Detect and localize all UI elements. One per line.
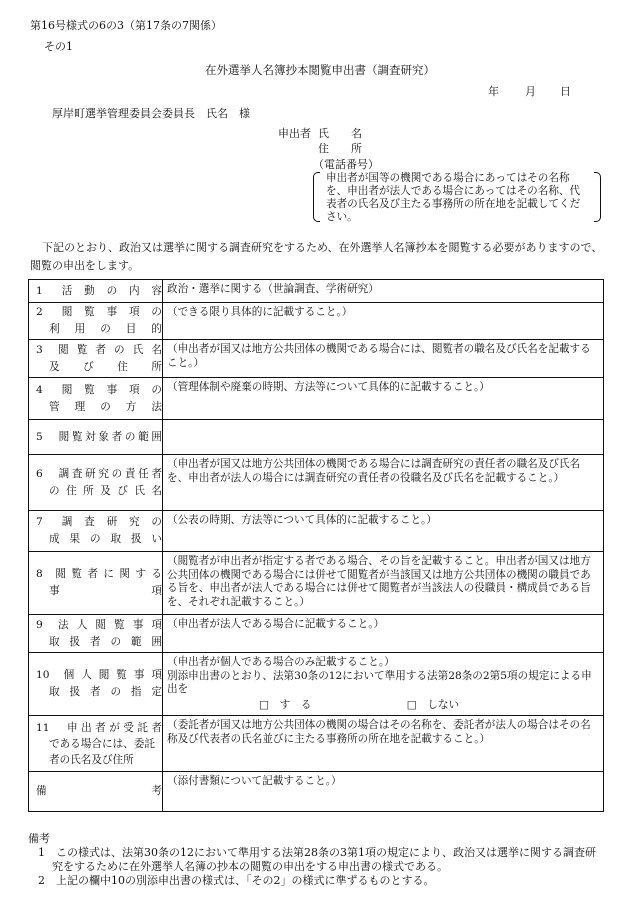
table-row bbox=[29, 511, 604, 552]
form-number: 第16号様式の6の3（第17条の7関係） bbox=[30, 19, 222, 32]
table-row bbox=[29, 340, 604, 378]
table-row bbox=[29, 378, 604, 420]
remarks-item: 1 この様式は、法第30条の12において準用する法第28条の3第1項の規定により、政治又は選挙に関する調査研究をするために在外選挙人名簿の抄本の閲覧の申出をする申出書の様式である。 bbox=[38, 846, 596, 873]
row-value-field[interactable] bbox=[163, 420, 604, 455]
applicant-label: 申出者 bbox=[278, 127, 311, 140]
remarks-item: 2 上記の欄中10の別添申出書の様式は、「その2」の様式に準ずるものとする。 bbox=[38, 874, 435, 887]
notice-bracket-right bbox=[594, 172, 601, 222]
table-row bbox=[29, 615, 604, 653]
remarks-heading: 備考 bbox=[28, 832, 50, 845]
row-label-line: 事 項 bbox=[49, 585, 162, 597]
date-day: 日 bbox=[560, 85, 571, 98]
row-label-line: 7 調 査 研 究 の bbox=[36, 516, 162, 528]
row-label bbox=[29, 615, 163, 653]
date-month: 月 bbox=[525, 85, 536, 98]
row-value-field[interactable] bbox=[163, 340, 604, 378]
row-value-text: （申出者が法人である場合に記載すること。） bbox=[167, 618, 385, 630]
row-label bbox=[29, 280, 163, 303]
row-label bbox=[29, 378, 163, 420]
row-value-field[interactable] bbox=[163, 552, 604, 615]
row-value-field[interactable] bbox=[163, 303, 604, 340]
row-value-field[interactable] bbox=[163, 378, 604, 420]
row-value-field[interactable] bbox=[163, 772, 604, 812]
row-label-line: 管 理 の 方 法 bbox=[49, 400, 162, 413]
row-value-text: （閲覧者が申出者が指定する者である場合、その旨を記載すること。申出者が国又は地方公共団体の機関である場合には併せて閲覧者が当該国又は地方公共団体の機関の職員である旨を、申出者が法人である場合には併せて閲覧者が当該法人の役職員・構成員である旨を、それぞれ記載すること。） bbox=[167, 555, 591, 608]
row-value-text: （申出者が国又は地方公共団体の機関である場合には、閲覧者の職名及び氏名を記載すること。） bbox=[167, 343, 591, 369]
table-row bbox=[29, 772, 604, 812]
row-label-line: 8 閲 覧 者 に 関 す る bbox=[36, 568, 162, 580]
row-label-line: 10 個 人 閲 覧 事 項 bbox=[36, 669, 162, 681]
table-row bbox=[29, 653, 604, 716]
row-label-line: 11 申出者が受託者 bbox=[36, 721, 162, 734]
row-value-field[interactable] bbox=[163, 653, 604, 716]
form-part: その1 bbox=[44, 40, 73, 53]
row-label-line: 及 び 住 所 bbox=[49, 360, 162, 373]
row-label bbox=[29, 303, 163, 340]
applicant-name-label: 氏 名 bbox=[318, 127, 362, 140]
row-value-text: （公表の時期、方法等について具体的に記載すること。） bbox=[167, 514, 437, 526]
date-year: 年 bbox=[488, 85, 499, 98]
applicant-phone-label: （電話番号） bbox=[313, 158, 379, 171]
row-label-line: 5 閲覧対象者の範囲 bbox=[36, 430, 162, 443]
row-label-line: 2 閲 覧 事 項 の bbox=[36, 306, 162, 318]
row-label bbox=[29, 340, 163, 378]
applicant-address-label: 住 所 bbox=[318, 142, 362, 155]
row-label bbox=[29, 455, 163, 511]
row-label-line: 備 考 bbox=[36, 785, 162, 797]
table-row bbox=[29, 420, 604, 455]
row-value-field[interactable] bbox=[163, 280, 604, 303]
row-value-field[interactable] bbox=[163, 716, 604, 772]
table-row bbox=[29, 280, 604, 303]
notice-bracket-left bbox=[313, 172, 320, 222]
row-label bbox=[29, 772, 163, 812]
row-label-line: 取 扱 者 の 指 定 bbox=[49, 686, 162, 698]
row-value-text: （申出者が個人である場合のみ記載すること。） 別添申出書のとおり、法第30条の12において準用する法第28条の2第5項の規定による申出を bbox=[167, 656, 592, 695]
row-label-line: 9 法 人 閲 覧 事 項 bbox=[36, 618, 162, 631]
row-label-line: 1 活 動 の 内 容 bbox=[36, 284, 162, 297]
row-label bbox=[29, 511, 163, 552]
table-row bbox=[29, 455, 604, 511]
row-value-text: （できる限り具体的に記載すること。） bbox=[167, 306, 353, 318]
choice-no-checkbox[interactable]: □ しない bbox=[406, 698, 460, 711]
row-value-text: （管理体制や廃棄の時期、方法等について具体的に記載すること。） bbox=[167, 381, 490, 393]
row-label-line: の住所及び氏名 bbox=[49, 484, 162, 497]
row-value-text: （添付書類について記載すること。） bbox=[167, 775, 342, 787]
row-label bbox=[29, 653, 163, 716]
row-label-line: 4 閲 覧 事 項 の bbox=[36, 383, 162, 396]
table-row bbox=[29, 303, 604, 340]
row-value-field[interactable] bbox=[163, 511, 604, 552]
row-value-field[interactable] bbox=[163, 615, 604, 653]
choice-yes-checkbox[interactable]: □ す る bbox=[259, 698, 312, 711]
row-label-line: 利 用 の 目 的 bbox=[49, 323, 162, 335]
table-row bbox=[29, 552, 604, 615]
row-label bbox=[29, 420, 163, 455]
row-label bbox=[29, 552, 163, 615]
remarks bbox=[28, 832, 603, 888]
application-form-table bbox=[28, 279, 604, 812]
row-value-text: （委託者が国又は地方公共団体の機関の場合はその名称を、委託者が法人の場合はその名称及び代表者の氏名並びに主たる事務所の所在地を記載すること。） bbox=[167, 719, 591, 745]
row-value-text: 政治・選挙に関する（世論調査、学術研究） bbox=[167, 283, 379, 295]
row-label-line: 成 果 の 取 扱 い bbox=[49, 533, 162, 545]
row-label-line: 取 扱 者 の 範 囲 bbox=[49, 635, 162, 648]
row-label-line: 6 調査研究の責任者 bbox=[36, 467, 162, 480]
row-label bbox=[29, 716, 163, 772]
row-value-text: （申出者が国又は地方公共団体の機関である場合には調査研究の責任者の職名及び氏名を、申出者が法人の場合には調査研究の責任者の役職名及び氏名を記載すること。） bbox=[167, 458, 581, 484]
table-row bbox=[29, 716, 604, 772]
applicant-notice bbox=[313, 172, 601, 222]
addressee: 厚岸町選挙管理委員会委員長 氏名 様 bbox=[52, 107, 250, 120]
notice-text: 申出者が国等の機関である場合にあってはその名称を、申出者が法人である場合にあってはその名称、代表者の氏名及び主たる事務所の所在地を記載してください。 bbox=[326, 172, 581, 223]
row-label-line: である場合には、委託者の氏名及び住所 bbox=[49, 737, 155, 766]
row-value-field[interactable] bbox=[163, 455, 604, 511]
proxy-designation-choices bbox=[167, 699, 599, 713]
page-title: 在外選挙人名簿抄本閲覧申出書（調査研究） bbox=[205, 63, 435, 77]
intro-text: 下記のとおり、政治又は選挙に関する調査研究をするため、在外選挙人名簿抄本を閲覧する必要がありますので、閲覧の申出をします。 bbox=[30, 241, 603, 272]
row-label-line: 3 閲 覧 者 の 氏 名 bbox=[36, 343, 162, 356]
